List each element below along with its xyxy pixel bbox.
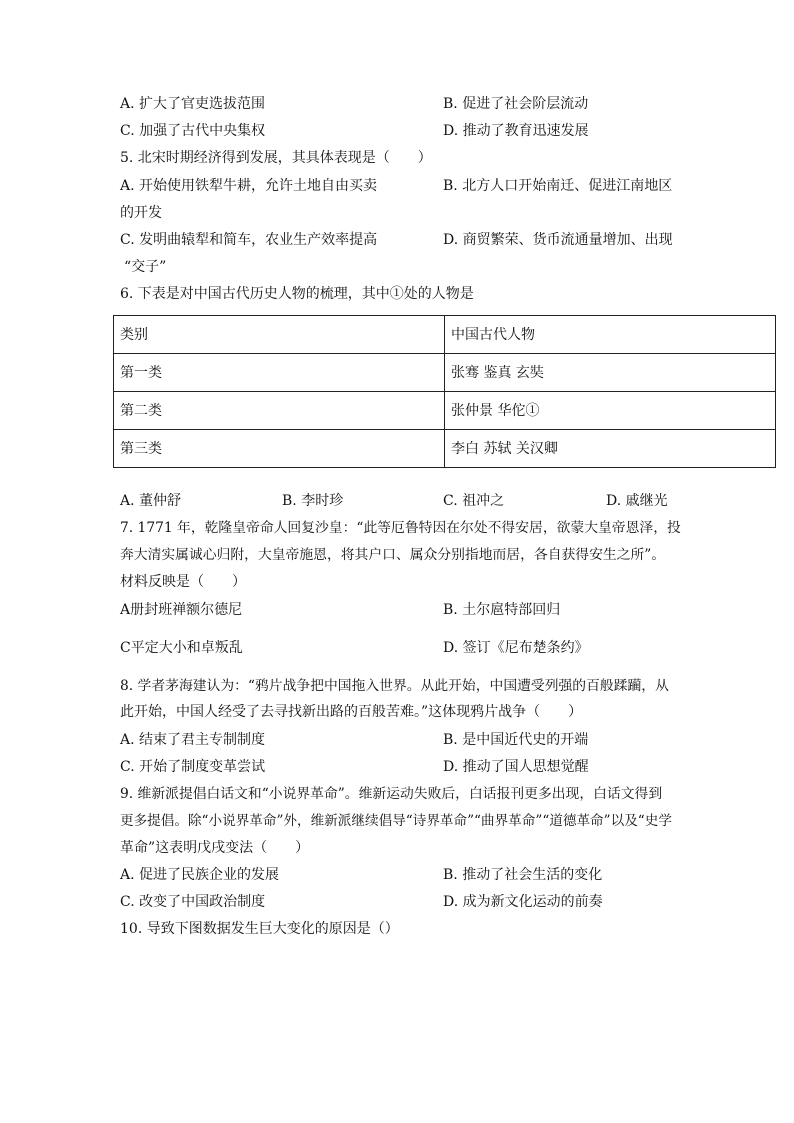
table-header-category: 类别	[114, 316, 445, 354]
table-row	[114, 392, 776, 430]
q8-option-d: D. 推动了国人思想觉醒	[443, 759, 589, 775]
figures-table	[113, 315, 776, 468]
q5-option-a: A. 开始使用铁犁牛耕，允许土地自由买卖	[120, 178, 378, 194]
q7-option-d: D. 签订《尼布楚条约》	[443, 640, 589, 656]
q9-option-d: D. 成为新文化运动的前奏	[443, 894, 603, 910]
q5-option-c: C. 发明曲辕犁和简车，农业生产效率提高	[120, 232, 378, 248]
q7-option-a: A册封班禅额尔德尼	[120, 602, 243, 618]
q4-option-c: C. 加强了古代中央集权	[120, 123, 266, 139]
q6-option-a: A. 董仲舒	[120, 493, 182, 509]
q9-option-b: B. 推动了社会生活的变化	[443, 867, 603, 883]
q7-line-3: 材料反映是（ ）	[120, 574, 246, 590]
q5-option-b: B. 北方人口开始南迁、促进江南地区	[443, 178, 673, 194]
table-row	[114, 316, 776, 354]
q5-option-d: D. 商贸繁荣、货币流通量增加、出现	[443, 232, 673, 248]
q10-stem: 10. 导致下图数据发生巨大变化的原因是（）	[120, 921, 399, 937]
table-row	[114, 430, 776, 468]
q5-option-d-continuation: “交子”	[124, 259, 167, 275]
q9-line-1: 9. 维新派提倡白话文和“小说界革命”。维新运动失败后，白话报刊更多出现，白话文得到	[120, 786, 663, 802]
q6-option-d: D. 戚继光	[606, 493, 668, 509]
q8-line-2: 此开始，中国人经受了去寻找新出路的百般苦难。”这体现鸦片战争（ ）	[120, 704, 583, 720]
q5-stem: 5. 北宋时期经济得到发展，其具体表现是（ ）	[120, 150, 432, 166]
q7-line-2: 奔大清实属诚心归附，大皇帝施恩，将其户口、属众分别指地而居，各自获得安生之所”。	[120, 547, 666, 563]
q9-option-c: C. 改变了中国政治制度	[120, 894, 266, 910]
table-header-figures: 中国古代人物	[445, 316, 776, 354]
q8-option-b: B. 是中国近代史的开端	[443, 732, 589, 748]
q5-option-b-continuation: 的开发	[120, 205, 162, 221]
table-cell: 李白 苏轼 关汉卿	[445, 430, 776, 468]
q7-line-1: 7. 1771 年，乾隆皇帝命人回复沙皇：“此等厄鲁特因在尔处不得安居，欲蒙大皇帝恩泽，投	[120, 520, 681, 536]
q6-option-c: C. 祖冲之	[443, 493, 505, 509]
q4-option-b: B. 促进了社会阶层流动	[443, 96, 589, 112]
q8-option-a: A. 结束了君主专制制度	[120, 732, 266, 748]
q8-option-c: C. 开始了制度变革尝试	[120, 759, 266, 775]
q7-option-b: B. 土尔扈特部回归	[443, 602, 561, 618]
table-cell: 张仲景 华佗①	[445, 392, 776, 430]
q9-line-2: 更多提倡。除“小说界革命”外，维新派继续倡导“诗界革命”“曲界革命”“道德革命”以及“史学	[120, 813, 672, 829]
q6-stem: 6. 下表是对中国古代历史人物的梳理，其中①处的人物是	[120, 286, 474, 302]
q4-option-d: D. 推动了教育迅速发展	[443, 123, 589, 139]
table-cell: 第二类	[114, 392, 445, 430]
q4-option-a: A. 扩大了官吏选拔范围	[120, 96, 266, 112]
table-cell: 张骞 鉴真 玄奘	[445, 354, 776, 392]
q9-option-a: A. 促进了民族企业的发展	[120, 867, 280, 883]
q8-line-1: 8. 学者茅海建认为：“鸦片战争把中国拖入世界。从此开始，中国遭受列强的百般蹂躏，从	[120, 678, 669, 694]
table-row	[114, 354, 776, 392]
table-cell: 第一类	[114, 354, 445, 392]
q9-line-3: 革命”这表明戊戌变法（ ）	[120, 840, 310, 856]
q7-option-c: C平定大小和卓叛乱	[120, 640, 243, 656]
table-cell: 第三类	[114, 430, 445, 468]
q6-option-b: B. 李时珍	[282, 493, 344, 509]
